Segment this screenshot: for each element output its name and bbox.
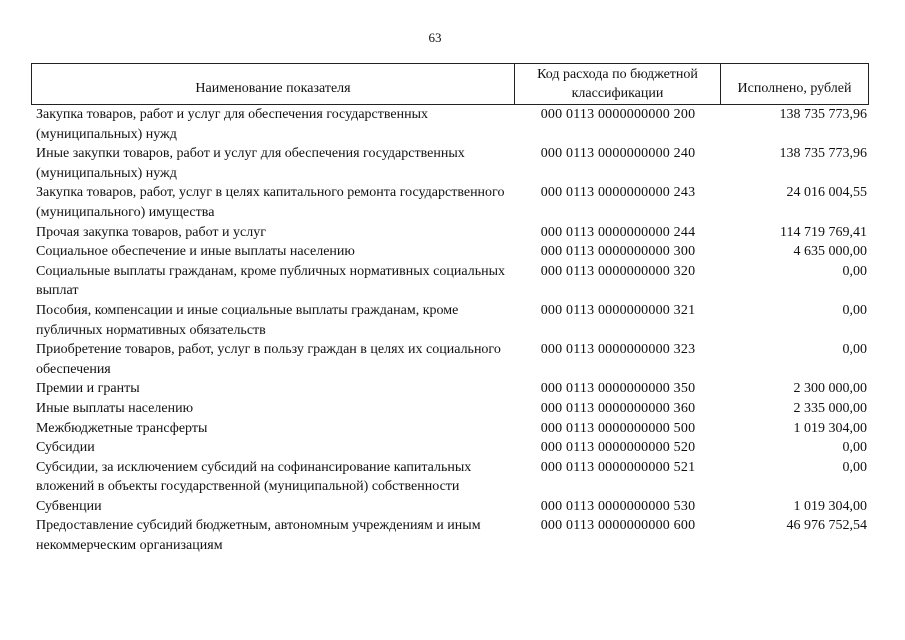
table-body (36, 105, 869, 556)
row-code: 000 0113 0000000000 520 (540, 440, 696, 456)
row-name: Субвенции (36, 498, 102, 514)
table-row (36, 242, 869, 262)
table-row (36, 183, 869, 222)
row-name: Межбюджетные трансферты (36, 420, 208, 436)
row-amount: 2 335 000,00 (793, 400, 867, 416)
row-amount: 2 300 000,00 (793, 381, 867, 397)
row-name: Приобретение товаров, работ, услуг в пользу граждан в целях их социального обеспечения (36, 342, 501, 377)
row-amount: 1 019 304,00 (793, 420, 867, 436)
row-amount: 4 635 000,00 (793, 244, 867, 260)
row-amount: 1 019 304,00 (793, 498, 867, 514)
table-row (36, 223, 869, 243)
row-code: 000 0113 0000000000 243 (540, 185, 696, 201)
row-name: Предоставление субсидий бюджетным, автономным учреждениям и иным некоммерческим организациям (36, 518, 481, 554)
row-name: Закупка товаров, работ, услуг в целях капитального ремонта государственного (муниципального) имущества (36, 185, 505, 220)
row-amount: 0,00 (842, 302, 867, 318)
row-code: 000 0113 0000000000 350 (540, 381, 696, 397)
table-row (36, 438, 869, 458)
row-name: Субсидии (36, 440, 95, 456)
row-code: 000 0113 0000000000 360 (540, 400, 696, 416)
row-name: Субсидии, за исключением субсидий на софинансирование капитальных вложений в объекты государственной (муниципальной) собственности (36, 459, 472, 495)
table-row (36, 419, 869, 439)
table-row (36, 458, 869, 497)
table-row (36, 340, 869, 379)
row-name: Социальные выплаты гражданам, кроме публичных нормативных социальных выплат (36, 263, 505, 299)
row-amount: 138 735 773,96 (779, 107, 867, 122)
table-row (36, 144, 869, 183)
row-amount: 24 016 004,55 (786, 185, 867, 201)
row-amount: 46 976 752,54 (786, 518, 867, 534)
row-name: Пособия, компенсации и иные социальные выплаты гражданам, кроме публичных нормативных обязательств (36, 302, 459, 338)
row-code: 000 0113 0000000000 500 (540, 420, 696, 436)
row-code: 000 0113 0000000000 323 (540, 342, 696, 358)
table-header (31, 63, 869, 105)
table-row (36, 262, 869, 301)
row-amount: 0,00 (842, 263, 867, 279)
row-code: 000 0113 0000000000 240 (540, 146, 696, 162)
table-row (36, 105, 869, 144)
row-amount: 0,00 (842, 459, 867, 475)
row-code: 000 0113 0000000000 600 (540, 518, 696, 534)
row-name: Прочая закупка товаров, работ и услуг (36, 224, 266, 240)
row-name: Закупка товаров, работ и услуг для обеспечения государственных (муниципальных) нужд (36, 107, 429, 142)
row-name: Иные выплаты населению (36, 400, 194, 416)
row-amount: 0,00 (842, 342, 867, 358)
row-code: 000 0113 0000000000 300 (540, 244, 696, 260)
table-row (36, 497, 869, 517)
table-row (36, 516, 869, 555)
row-code: 000 0113 0000000000 200 (540, 107, 696, 122)
header-name-column: Наименование показателя (32, 64, 515, 104)
page-number: 63 (428, 30, 442, 45)
table-row (36, 301, 869, 340)
header-code-column: Код расхода по бюджетной классификации (515, 64, 721, 104)
table-row (36, 379, 869, 399)
table-row (36, 399, 869, 419)
row-code: 000 0113 0000000000 244 (540, 224, 696, 240)
header-amount-column: Исполнено, рублей (737, 80, 852, 96)
row-amount: 138 735 773,96 (779, 146, 867, 162)
row-code: 000 0113 0000000000 321 (540, 302, 696, 318)
row-name: Социальное обеспечение и иные выплаты населению (36, 244, 355, 260)
row-amount: 114 719 769,41 (780, 224, 867, 240)
row-name: Иные закупки товаров, работ и услуг для обеспечения государственных (муниципальных) нужд (36, 146, 465, 181)
row-code: 000 0113 0000000000 521 (540, 459, 696, 475)
row-code: 000 0113 0000000000 320 (540, 263, 696, 279)
row-name: Премии и гранты (36, 381, 140, 397)
row-code: 000 0113 0000000000 530 (540, 498, 696, 514)
row-amount: 0,00 (842, 440, 867, 456)
